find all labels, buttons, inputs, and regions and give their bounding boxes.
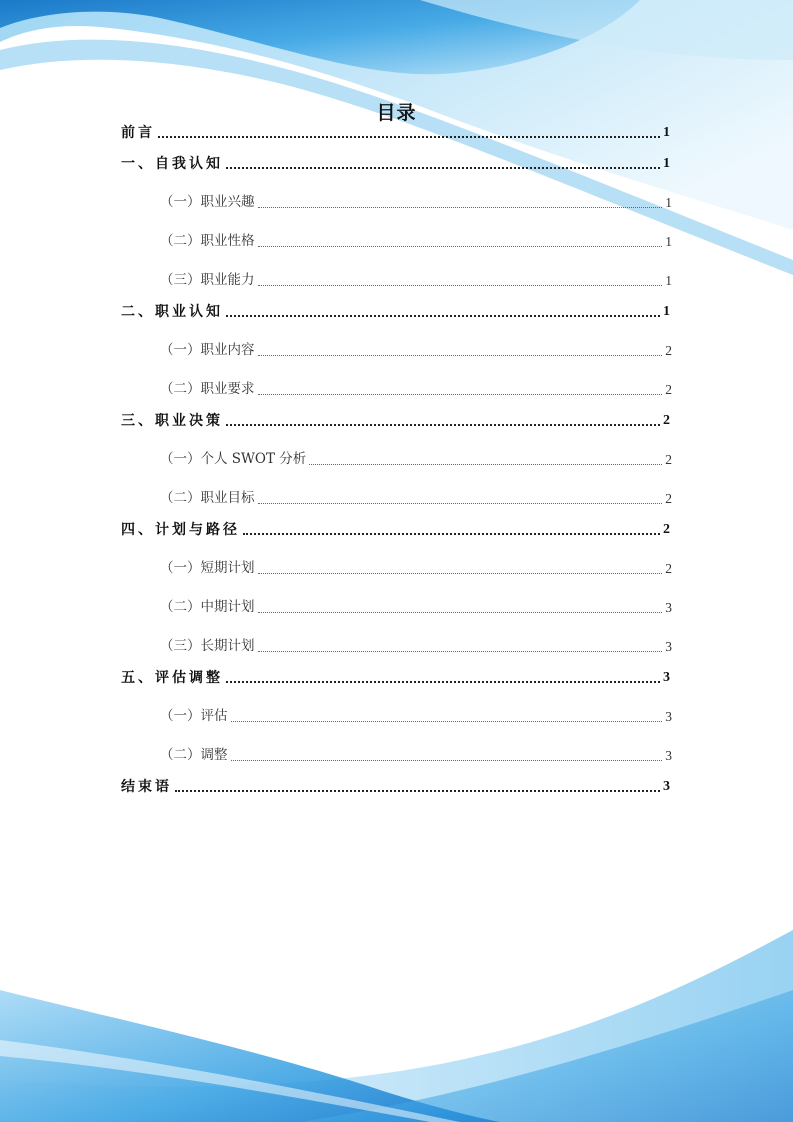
toc-entry-preface[interactable]: [121, 126, 670, 140]
toc-entry-self-awareness[interactable]: [121, 157, 670, 171]
toc-entry-plan-and-path[interactable]: [121, 523, 670, 537]
toc-entry-page: 1: [663, 125, 670, 140]
dot-leader: [226, 315, 660, 317]
toc-title: 目录: [376, 102, 417, 124]
toc-entry-page: 1: [665, 195, 672, 210]
dot-leader: [226, 681, 660, 683]
dot-leader: [258, 573, 663, 574]
toc-entry-page: 2: [665, 491, 672, 506]
dot-leader: [309, 464, 662, 465]
toc-entry-label: （一）短期计划: [160, 560, 255, 576]
toc-entry-label: 二、职业认知: [121, 304, 223, 320]
toc-entry-page: 3: [665, 748, 672, 763]
toc-entry-page: 1: [663, 304, 670, 319]
dot-leader: [258, 285, 663, 286]
toc-entry-career-awareness[interactable]: [121, 305, 670, 319]
toc-entry-career-decision[interactable]: [121, 414, 670, 428]
toc-entry-career-interest[interactable]: [160, 196, 672, 210]
toc-entry-label: 五、评估调整: [121, 670, 223, 686]
dot-leader: [226, 424, 660, 426]
toc-entry-career-ability[interactable]: [160, 274, 672, 288]
toc-entry-page: 2: [663, 522, 670, 537]
toc-entry-page: 2: [665, 561, 672, 576]
toc-entry-page: 2: [665, 343, 672, 358]
toc-entry-page: 3: [665, 639, 672, 654]
toc-entry-label: （二）职业要求: [160, 381, 255, 397]
toc-entry-label: 结束语: [121, 779, 172, 795]
dot-leader: [243, 533, 660, 535]
dot-leader: [226, 167, 660, 169]
toc-entry-label: （二）职业性格: [160, 233, 255, 249]
dot-leader: [258, 503, 663, 504]
toc-entry-career-personality[interactable]: [160, 235, 672, 249]
toc-entry-page: 2: [665, 452, 672, 467]
toc-entry-label: 三、职业决策: [121, 413, 223, 429]
dot-leader: [258, 394, 663, 395]
dot-leader: [258, 612, 663, 613]
toc-entry-label: 四、计划与路径: [121, 522, 240, 538]
toc-entry-page: 3: [665, 600, 672, 615]
dot-leader: [175, 790, 660, 792]
toc-entry-label: 前言: [121, 125, 155, 141]
toc-entry-page: 3: [663, 670, 670, 685]
toc-entry-page: 1: [663, 156, 670, 171]
toc-entry-page: 1: [665, 273, 672, 288]
toc-entry-long-term-plan[interactable]: [160, 640, 672, 654]
toc-entry-label: （三）长期计划: [160, 638, 255, 654]
toc-entry-label: （一）个人 SWOT 分析: [160, 451, 307, 467]
toc-entry-career-content[interactable]: [160, 344, 672, 358]
dot-leader: [231, 721, 663, 722]
toc-entry-career-requirements[interactable]: [160, 383, 672, 397]
toc-entry-label: （一）职业内容: [160, 342, 255, 358]
toc-entry-label: （二）职业目标: [160, 490, 255, 506]
toc-entry-label: （一）评估: [160, 708, 228, 724]
toc-entry-short-term-plan[interactable]: [160, 562, 672, 576]
dot-leader: [258, 207, 663, 208]
dot-leader: [258, 651, 663, 652]
dot-leader: [231, 760, 663, 761]
toc-entry-adjustment[interactable]: [160, 749, 672, 763]
dot-leader: [158, 136, 660, 138]
toc-entry-page: 1: [665, 234, 672, 249]
dot-leader: [258, 355, 663, 356]
toc-entry-swot-analysis[interactable]: [160, 453, 672, 467]
toc-entry-label: （二）调整: [160, 747, 228, 763]
toc-entry-mid-term-plan[interactable]: [160, 601, 672, 615]
toc-entry-evaluation-adjustment[interactable]: [121, 671, 670, 685]
toc-entry-page: 3: [665, 709, 672, 724]
toc-entry-page: 3: [663, 779, 670, 794]
toc-entry-career-goal[interactable]: [160, 492, 672, 506]
toc-entry-label: （一）职业兴趣: [160, 194, 255, 210]
toc-entry-evaluation[interactable]: [160, 710, 672, 724]
toc-entry-conclusion[interactable]: [121, 780, 670, 794]
dot-leader: [258, 246, 663, 247]
toc-entry-label: （三）职业能力: [160, 272, 255, 288]
toc-entry-label: 一、自我认知: [121, 156, 223, 172]
toc-entry-page: 2: [663, 413, 670, 428]
toc-entry-label: （二）中期计划: [160, 599, 255, 615]
toc-entry-page: 2: [665, 382, 672, 397]
